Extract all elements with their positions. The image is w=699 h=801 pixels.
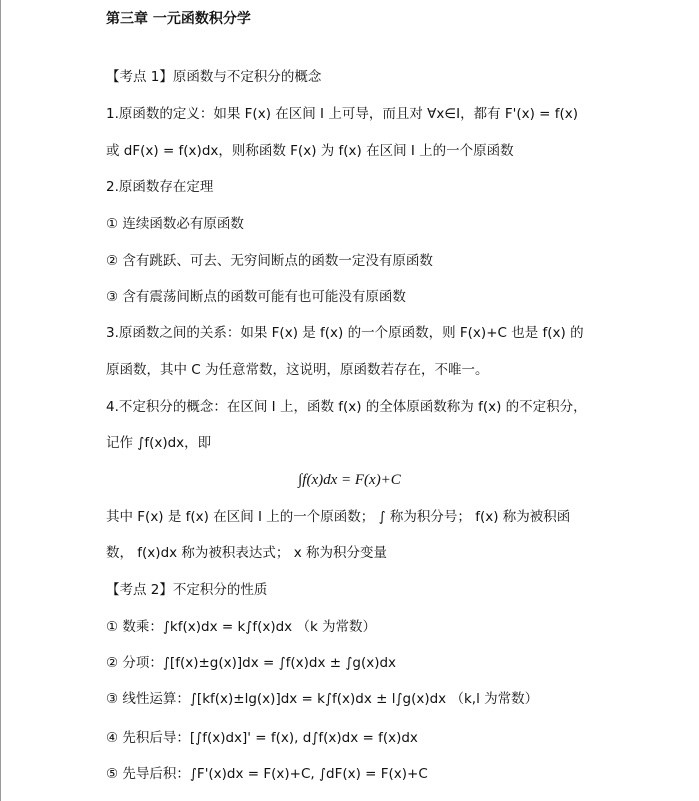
theorem-item-2: ② 含有跳跃、可去、无穷间断点的函数一定没有原函数: [106, 253, 433, 269]
theorem-item-1: ① 连续函数必有原函数: [106, 216, 244, 232]
section-heading-2: 【考点 2】不定积分的性质: [106, 582, 268, 598]
page-left-border: [0, 0, 1, 801]
definition-line-2: 或 dF(x) = f(x)dx，则称函数 F(x) 为 f(x) 在区间 I 上的一个原函数: [106, 143, 514, 159]
property-3: ③ 线性运算：∫[kf(x)±lg(x)]dx = k∫f(x)dx ± l∫g(x)dx （k,l 为常数）: [106, 691, 539, 707]
explanation-line-2: 数， f(x)dx 称为被积表达式； x 称为积分变量: [106, 545, 387, 561]
relation-line-2: 原函数，其中 C 为任意常数，这说明，原函数若存在，不唯一。: [106, 362, 489, 378]
relation-line-1: 3.原函数之间的关系：如果 F(x) 是 f(x) 的一个原函数，则 F(x)+C 也是 f(x) 的: [106, 325, 584, 341]
indefinite-integral-line-1: 4.不定积分的概念：在区间 I 上，函数 f(x) 的全体原函数称为 f(x) 的不定积分，: [106, 399, 587, 415]
integral-formula: ∫f(x)dx = F(x)+C: [298, 472, 401, 488]
theorem-item-3: ③ 含有震荡间断点的函数可能有也可能没有原函数: [106, 289, 406, 305]
chapter-title: 第三章 一元函数积分学: [106, 11, 251, 27]
property-1: ① 数乘：∫kf(x)dx = k∫f(x)dx （k 为常数）: [106, 619, 377, 635]
indefinite-integral-line-2: 记作 ∫f(x)dx，即: [106, 435, 212, 451]
property-5: ⑤ 先导后积：∫F'(x)dx = F(x)+C, ∫dF(x) = F(x)+C: [106, 766, 428, 782]
property-4: ④ 先积后导：[∫f(x)dx]' = f(x), d∫f(x)dx = f(x)dx: [106, 730, 418, 746]
section-heading-1: 【考点 1】原函数与不定积分的概念: [106, 69, 322, 85]
definition-line-1: 1.原函数的定义：如果 F(x) 在区间 I 上可导，而且对 ∀x∈I，都有 F'(x) = f(x): [106, 106, 579, 122]
explanation-line-1: 其中 F(x) 是 f(x) 在区间 I 上的一个原函数； ∫ 称为积分号； f(x) 称为被积函: [106, 509, 571, 525]
property-2: ② 分项：∫[f(x)±g(x)]dx = ∫f(x)dx ± ∫g(x)dx: [106, 655, 397, 671]
theorem-heading: 2.原函数存在定理: [106, 179, 214, 195]
